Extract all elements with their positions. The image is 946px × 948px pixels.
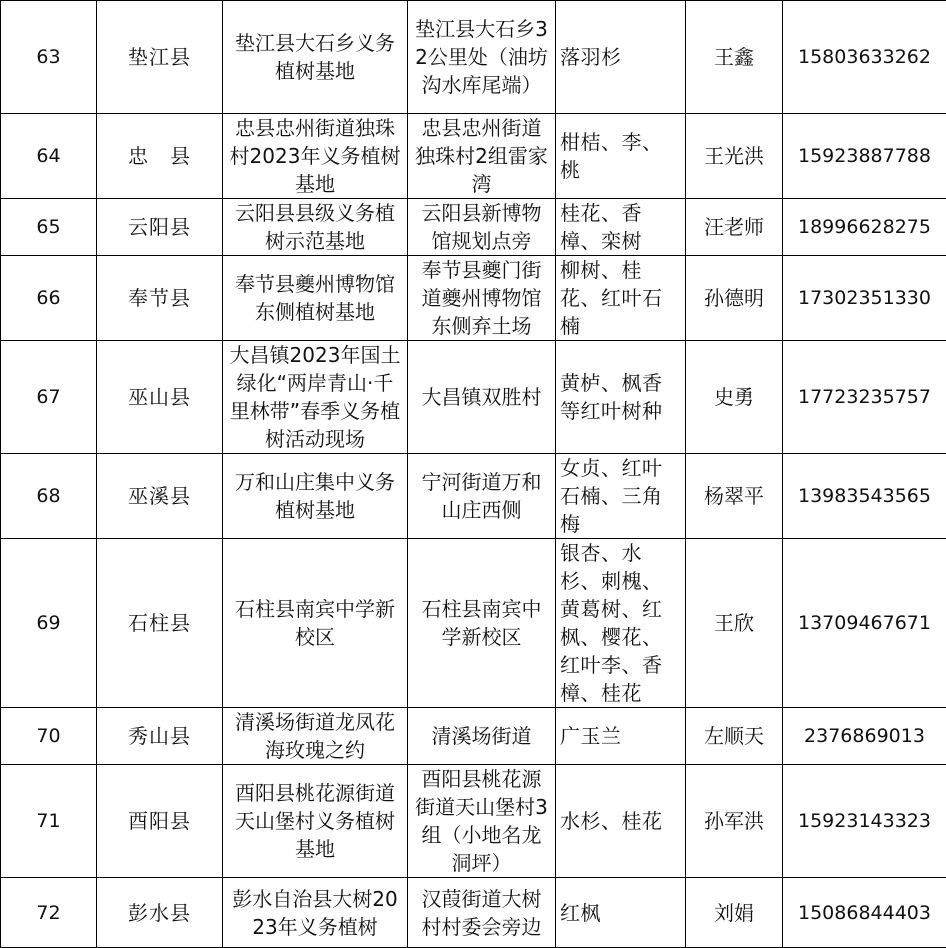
row-number: 66 — [1, 256, 97, 341]
site-name-cell: 清溪场街道龙凤花海玫瑰之约 — [223, 708, 408, 765]
table-row — [1, 256, 946, 341]
row-number: 71 — [1, 765, 97, 878]
location-cell: 忠县忠州街道独珠村2组雷家湾 — [408, 114, 556, 199]
table-row — [1, 199, 946, 256]
tree-species-cell: 银杏、水杉、刺槐、黄葛树、红枫、樱花、红叶李、香樟、桂花 — [556, 539, 686, 708]
site-name-cell: 云阳县县级义务植树示范基地 — [223, 199, 408, 256]
contact-person-cell: 孙军洪 — [686, 765, 783, 878]
county-cell: 奉节县 — [97, 256, 223, 341]
table-row — [1, 878, 946, 948]
site-name-cell: 忠县忠州街道独珠村2023年义务植树基地 — [223, 114, 408, 199]
tree-species-cell: 柳树、桂花、红叶石楠 — [556, 256, 686, 341]
site-name-cell: 垫江县大石乡义务植树基地 — [223, 1, 408, 114]
table-row — [1, 114, 946, 199]
tree-species-cell: 落羽杉 — [556, 1, 686, 114]
site-name-cell: 奉节县夔州博物馆东侧植树基地 — [223, 256, 408, 341]
contact-person-cell: 刘娟 — [686, 878, 783, 948]
county-cell: 巫溪县 — [97, 454, 223, 539]
location-cell: 云阳县新博物馆规划点旁 — [408, 199, 556, 256]
site-name-cell: 万和山庄集中义务植树基地 — [223, 454, 408, 539]
tree-species-cell: 桂花、香樟、栾树 — [556, 199, 686, 256]
contact-person-cell: 孙德明 — [686, 256, 783, 341]
county-cell: 彭水县 — [97, 878, 223, 948]
county-cell: 酉阳县 — [97, 765, 223, 878]
county-cell: 垫江县 — [97, 1, 223, 114]
tree-species-cell: 水杉、桂花 — [556, 765, 686, 878]
tree-species-cell: 黄栌、枫香等红叶树种 — [556, 341, 686, 454]
phone-cell: 13709467671 — [783, 539, 946, 708]
location-cell: 大昌镇双胜村 — [408, 341, 556, 454]
site-name-cell: 彭水自治县大树2023年义务植树 — [223, 878, 408, 948]
row-number: 64 — [1, 114, 97, 199]
tree-species-cell: 红枫 — [556, 878, 686, 948]
location-cell: 清溪场街道 — [408, 708, 556, 765]
tree-species-cell: 女贞、红叶石楠、三角梅 — [556, 454, 686, 539]
row-number: 68 — [1, 454, 97, 539]
site-name-cell: 大昌镇2023年国土绿化“两岸青山·千里林带”春季义务植树活动现场 — [223, 341, 408, 454]
contact-person-cell: 左顺天 — [686, 708, 783, 765]
table-row — [1, 341, 946, 454]
location-cell: 石柱县南宾中学新校区 — [408, 539, 556, 708]
phone-cell: 15923143323 — [783, 765, 946, 878]
phone-cell: 17723235757 — [783, 341, 946, 454]
row-number: 72 — [1, 878, 97, 948]
location-cell: 奉节县夔门街道夔州博物馆东侧弃土场 — [408, 256, 556, 341]
table-row — [1, 454, 946, 539]
county-cell: 巫山县 — [97, 341, 223, 454]
row-number: 69 — [1, 539, 97, 708]
phone-cell: 17302351330 — [783, 256, 946, 341]
contact-person-cell: 杨翠平 — [686, 454, 783, 539]
contact-person-cell: 史勇 — [686, 341, 783, 454]
table-body — [1, 1, 946, 948]
phone-cell: 2376869013 — [783, 708, 946, 765]
phone-cell: 18996628275 — [783, 199, 946, 256]
county-cell: 忠 县 — [97, 114, 223, 199]
table-row — [1, 539, 946, 708]
row-number: 70 — [1, 708, 97, 765]
county-cell: 石柱县 — [97, 539, 223, 708]
county-cell: 云阳县 — [97, 199, 223, 256]
site-name-cell: 酉阳县桃花源街道天山堡村义务植树基地 — [223, 765, 408, 878]
phone-cell: 13983543565 — [783, 454, 946, 539]
location-cell: 汉葭街道大树村村委会旁边 — [408, 878, 556, 948]
phone-cell: 15923887788 — [783, 114, 946, 199]
site-name-cell: 石柱县南宾中学新校区 — [223, 539, 408, 708]
row-number: 63 — [1, 1, 97, 114]
phone-cell: 15086844403 — [783, 878, 946, 948]
table-row — [1, 765, 946, 878]
row-number: 67 — [1, 341, 97, 454]
tree-species-cell: 广玉兰 — [556, 708, 686, 765]
tree-species-cell: 柑桔、李、桃 — [556, 114, 686, 199]
contact-person-cell: 王光洪 — [686, 114, 783, 199]
phone-cell: 15803633262 — [783, 1, 946, 114]
location-cell: 酉阳县桃花源街道天山堡村3组（小地名龙洞坪） — [408, 765, 556, 878]
contact-person-cell: 王欣 — [686, 539, 783, 708]
contact-person-cell: 汪老师 — [686, 199, 783, 256]
contact-person-cell: 王鑫 — [686, 1, 783, 114]
row-number: 65 — [1, 199, 97, 256]
table-row — [1, 708, 946, 765]
table-row — [1, 1, 946, 114]
county-cell: 秀山县 — [97, 708, 223, 765]
location-cell: 宁河街道万和山庄西侧 — [408, 454, 556, 539]
location-cell: 垫江县大石乡32公里处（油坊沟水库尾端） — [408, 1, 556, 114]
